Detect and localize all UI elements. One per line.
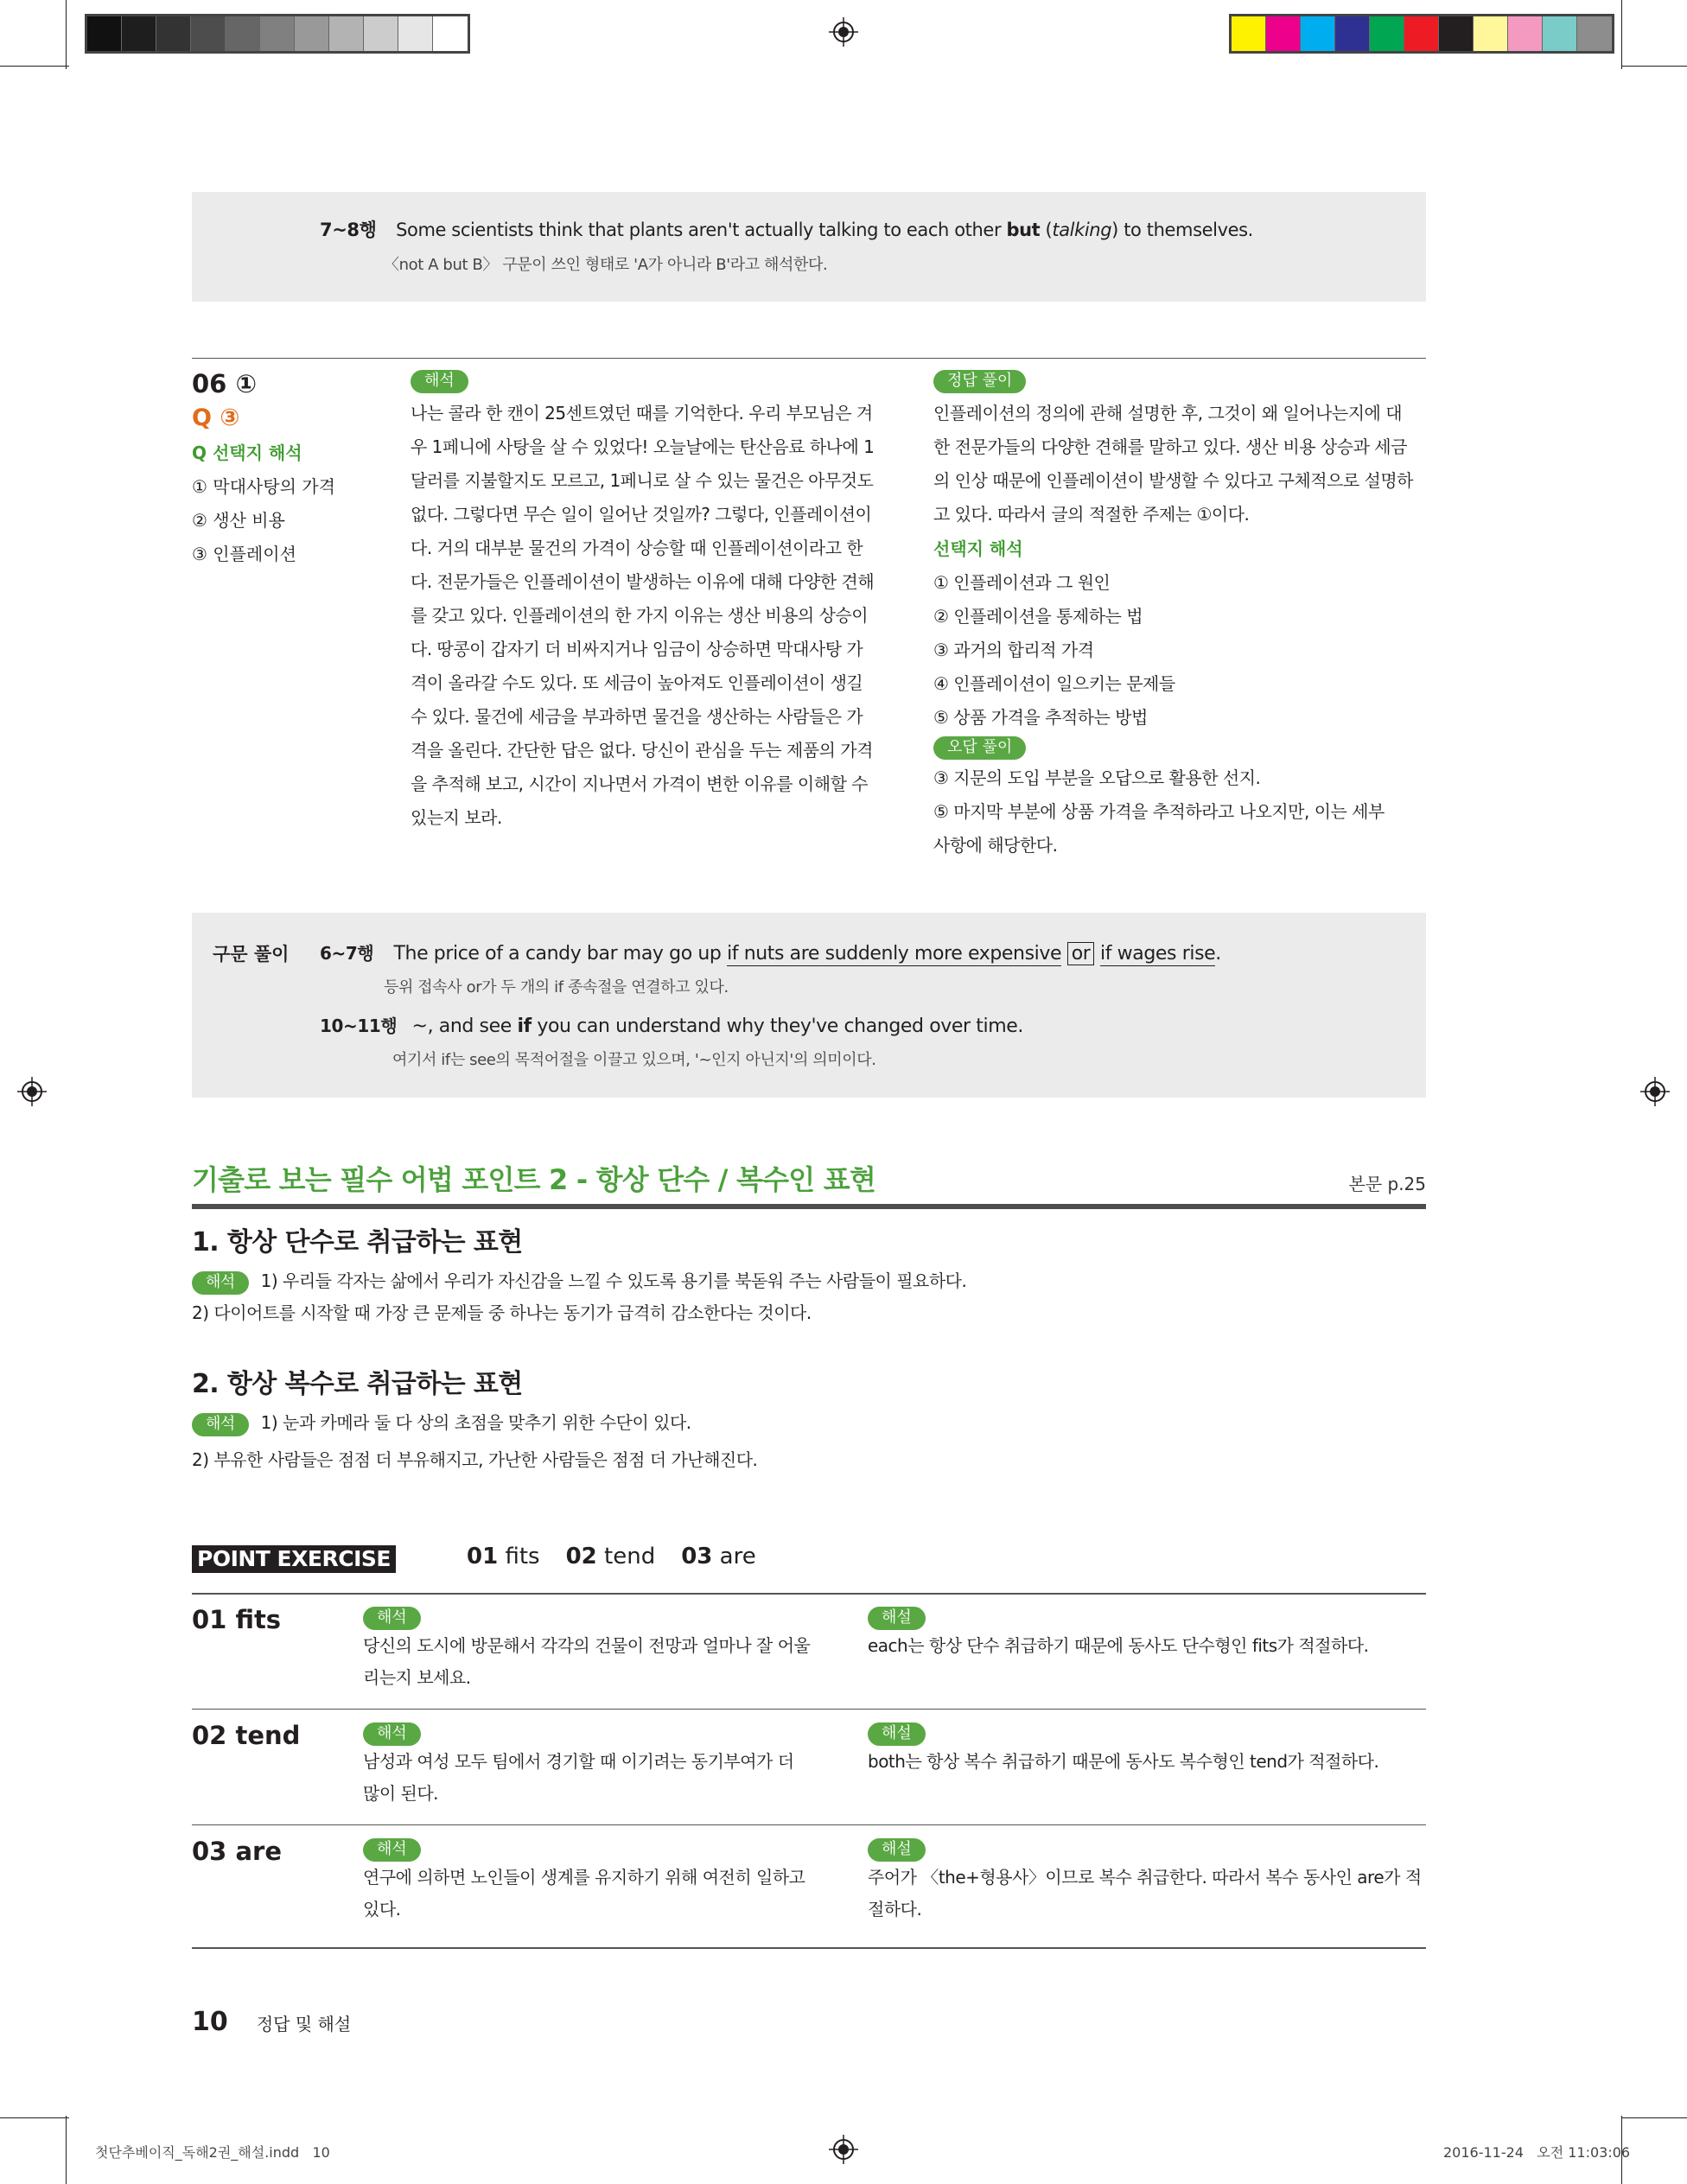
crop-mark [0,2117,69,2118]
syntax-label: 구문 풀이 [213,944,290,965]
text-line: 한 전문가들의 다양한 견해를 말하고 있다. 생산 비용 상승과 세금 [933,436,1407,457]
text-line: 다. 땅콩이 갑자기 더 비싸지거나 임금이 상승하면 막대사탕 가 [411,639,863,659]
exercise-row-title: 01 fits [192,1605,282,1634]
line-ref: 10~11행 [320,1016,398,1036]
sec2-line1: 1) 눈과 카메라 둘 다 상의 초점을 맞추기 위한 수단이 있다. [260,1412,691,1433]
color-swatch [1335,16,1370,51]
crop-mark [0,66,69,67]
page-reference: 본문 p.25 [1348,1174,1426,1194]
exercise-explanation [868,1722,1378,1778]
color-swatch [87,16,122,51]
section-divider [192,358,1426,359]
selection-choices [933,566,1426,735]
page-label: 정답 및 해설 [256,2014,352,2034]
color-swatch [226,16,260,51]
color-swatch [156,16,191,51]
print-date: 2016-11-24 오전 11:03:06 [1443,2144,1631,2161]
choice-item: ③ 과거의 합리적 가격 [933,640,1094,660]
answer-number: 03 [681,1544,713,1570]
choice-item: ① 막대사탕의 가격 [192,476,335,497]
color-swatch-strip [1229,14,1614,54]
q-answer: Q ③ [192,404,240,431]
grammar-section-title: 기출로 보는 필수 어법 포인트 2 - 항상 단수 / 복수인 표현 [192,1163,875,1196]
exercise-answer [681,1544,756,1570]
color-swatch [1439,16,1474,51]
text-line: 남성과 여성 모두 팀에서 경기할 때 이기려는 동기부여가 더 [363,1751,794,1772]
wrong-answer-text [933,761,1426,863]
choice-item: ④ 인플레이션이 일으키는 문제들 [933,673,1175,694]
choice-item: ⑤ 상품 가격을 추적하는 방법 [933,707,1148,728]
row-divider [192,1824,1426,1825]
registration-mark-icon [1640,1077,1670,1106]
text-line: both는 항상 복수 취급하기 때문에 동사도 복수형인 tend가 적절하다. [868,1751,1379,1772]
syntax-explain-2: 여기서 if는 see의 목적어절을 이끌고 있으며, '~인지 아닌지'의 의미이다. [392,1051,876,1069]
exercise-answer [467,1544,540,1570]
sec2-title: 2. 항상 복수로 취급하는 표현 [192,1369,523,1399]
exercise-explanation [868,1607,1369,1662]
exercise-answer [566,1544,656,1570]
sec1-line2: 2) 다이어트를 시작할 때 가장 큰 문제들 중 하나는 동기가 급격히 감소한다는 것이다. [192,1302,812,1323]
text-line: 고 있다. 따라서 글의 적절한 주제는 ①이다. [933,504,1250,525]
top-note-box [192,192,1426,302]
gray-swatch-strip [85,14,470,54]
choice-item: ③ 인플레이션 [192,544,296,564]
grammar-title-rule [192,1204,1426,1209]
text-line: 없다. 그렇다면 무슨 일이 일어난 것일까? 그렇다, 인플레이션이 [411,504,872,525]
exercise-row-title: 03 are [192,1837,282,1866]
syntax-sentence-2: ~, and see if you can understand why they've changed over time. [411,1016,1023,1037]
crop-mark [1621,66,1687,67]
crop-mark [66,0,67,69]
point-exercise-logo: POINT EXERCISE [192,1545,396,1573]
exercise-row [192,1595,1426,1710]
translation-label: 해석 [411,370,468,393]
syntax-sentence-1: The price of a candy bar may go up if nuts are suddenly more expensive or if wages rise. [393,943,1221,965]
exercise-translation-label: 해석 [363,1838,421,1862]
color-swatch [398,16,433,51]
color-swatch [1577,16,1612,51]
syntax-box [192,913,1426,1098]
sec1-title: 1. 항상 단수로 취급하는 표현 [192,1227,523,1258]
choice-item: ① 인플레이션과 그 원인 [933,572,1111,593]
exercise-explanation [868,1838,1422,1926]
exercise-explanation-label: 해설 [868,1838,926,1862]
syntax-explain-1: 등위 접속사 or가 두 개의 if 종속절을 연결하고 있다. [384,978,729,996]
exercise-answer-summary [467,1544,782,1570]
text-line: 우 1페니에 사탕을 살 수 있었다! 오늘날에는 탄산음료 하나에 1 [411,436,875,457]
text-line: ③ 지문의 도입 부분을 오답으로 활용한 선지. [933,767,1261,788]
color-swatch [191,16,226,51]
answer-word: are [712,1544,756,1570]
text-line: 격이 올라갈 수도 있다. 또 세금이 높아져도 인플레이션이 생길 [411,672,863,693]
wrong-answer-label: 오답 풀이 [933,736,1026,760]
example-sentence: Some scientists think that plants aren't actually talking to each other but (talking) to themselves. [396,220,1253,240]
answer-word: tend [596,1544,656,1570]
choice-title: Q 선택지 해석 [192,443,302,463]
text-line: 수 있다. 물건에 세금을 부과하면 물건을 생산하는 사람들은 가 [411,706,863,727]
exercise-explanation-label: 해설 [868,1607,926,1630]
exercise-translation-label: 해석 [363,1722,421,1746]
text-line: 당신의 도시에 방문해서 각각의 건물이 전망과 얼마나 잘 어울 [363,1635,811,1656]
text-line: 연구에 의하면 노인들이 생계를 유지하기 위해 여전히 일하고 [363,1867,805,1888]
choice-item: ② 생산 비용 [192,510,285,531]
note-explanation: 〈not A but B〉 구문이 쓰인 형태로 'A가 아니라 B'라고 해석한다. [384,256,828,274]
text-line: 의 인상 때문에 인플레이션이 발생할 수 있다고 구체적으로 설명하 [933,470,1413,491]
question-number: 06 ① [192,369,258,398]
text-line: 사항에 해당한다. [933,835,1058,856]
answer-number: 01 [467,1544,499,1570]
text-line: each는 항상 단수 취급하기 때문에 동사도 단수형인 fits가 적절하다. [868,1635,1369,1656]
text-line: 주어가 〈the+형용사〉이므로 복수 취급한다. 따라서 복수 동사인 are가 적 [868,1867,1422,1888]
text-line: 있다. [363,1899,401,1920]
sec1-label: 해석 [192,1271,249,1295]
text-line: 나는 콜라 한 캔이 25센트였던 때를 기억한다. 우리 부모님은 겨 [411,403,873,423]
selection-title: 선택지 해석 [933,538,1023,559]
translation-text [411,397,890,835]
exercise-translation-label: 해석 [363,1607,421,1630]
answer-number: 02 [565,1544,597,1570]
line-ref: 7~8행 [320,220,377,240]
color-swatch [1232,16,1266,51]
text-line: 절하다. [868,1899,922,1920]
text-line: 많이 된다. [363,1783,438,1804]
color-swatch [1543,16,1577,51]
text-line: 인플레이션의 정의에 관해 설명한 후, 그것이 왜 일어나는지에 대 [933,403,1403,423]
color-swatch [433,16,468,51]
sec2-label: 해석 [192,1413,249,1436]
exercise-row-title: 02 tend [192,1721,301,1750]
line-ref: 6~7행 [320,943,374,964]
answer-label: 정답 풀이 [933,370,1026,393]
exercise-translation [363,1607,810,1694]
file-slug: 첫단추베이직_독해2권_해설.indd 10 [95,2144,330,2161]
color-swatch [295,16,329,51]
answer-word: fits [498,1544,540,1570]
text-line: 있는지 보라. [411,807,502,828]
exercise-row [192,1826,1426,1949]
exercise-explanation-label: 해설 [868,1722,926,1746]
crop-mark [1621,2117,1687,2118]
choice-item: ② 인플레이션을 통제하는 법 [933,606,1143,627]
sec1-line1: 1) 우리들 각자는 삶에서 우리가 자신감을 느낄 수 있도록 용기를 북돋워 주는 사람들이 필요하다. [260,1270,967,1291]
registration-mark-icon [829,2135,858,2164]
exercise-translation [363,1722,794,1810]
color-swatch [1474,16,1508,51]
color-swatch [260,16,295,51]
color-swatch [1370,16,1404,51]
sec2-line2: 2) 부유한 사람들은 점점 더 부유해지고, 가난한 사람들은 점점 더 가난해진다. [192,1449,758,1470]
color-swatch [364,16,398,51]
exercise-translation [363,1838,805,1926]
registration-mark-icon [829,17,858,47]
color-swatch [329,16,364,51]
text-line: 를 갖고 있다. 인플레이션의 한 가지 이유는 생산 비용의 상승이 [411,605,869,626]
text-line: 격을 올린다. 간단한 답은 없다. 당신이 관심을 두는 제품의 가격 [411,740,873,761]
exercise-row [192,1710,1426,1826]
color-swatch [1266,16,1301,51]
crop-mark [66,2116,67,2184]
color-swatch [1301,16,1335,51]
answer-text [933,397,1426,532]
row-divider [192,1709,1426,1710]
color-swatch [1404,16,1439,51]
text-line: 다. 전문가들은 인플레이션이 발생하는 이유에 대해 다양한 견해 [411,571,875,592]
text-line: 리는지 보세요. [363,1667,471,1688]
choice-list [192,470,365,571]
color-swatch [1508,16,1543,51]
text-line: 다. 거의 대부분 물건의 가격이 상승할 때 인플레이션이라고 한 [411,538,863,558]
crop-mark [1621,0,1622,69]
color-swatch [122,16,156,51]
page-number: 10 [192,2007,228,2037]
text-line: 을 추적해 보고, 시간이 지나면서 가격이 변한 이유를 이해할 수 [411,774,869,794]
registration-mark-icon [17,1077,47,1106]
row-divider [192,1947,1426,1949]
text-line: 달러를 지불할지도 모르고, 1페니로 살 수 있는 물건은 아무것도 [411,470,874,491]
text-line: ⑤ 마지막 부분에 상품 가격을 추적하라고 나오지만, 이는 세부 [933,801,1385,822]
